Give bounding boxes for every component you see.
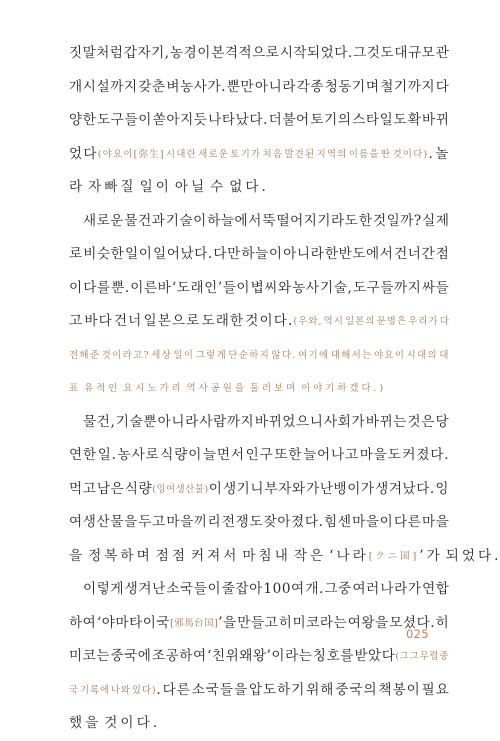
text-line: 고 바 다 건 너 일 본 으 로 도 래 한 것 이 다 . ( 우 와 , 역 시 일 본 의 문 명 은 우 리 가 다 [69,313,449,329]
text-line: 라 자 빠 질 일 이 아 닐 수 없 다 . [69,179,266,195]
text-line: 개 시 설 까 지 갖 춘 벼 농 사 가 . 뿐 만 아 니 라 각 종 청 동 기 며 철 기 까 지 다 [69,78,449,95]
text-line: 물 건 , 기 술 뿐 아 니 라 사 람 까 지 바 뀌 었 으 니 사 회 가 바 뀌 는 것 은 당 [83,413,449,430]
text-line: 하 여 ‘ 야 마 타 이 국 [ 邪 馬 台 国 ] ’ 을 만 들 고 히 미 코 라 는 여 왕 을 모 셨 다 . 히 [69,614,449,631]
text-line: 양 한 도 구 들 이 쏟 아 지 듯 나 타 났 다 . 더 불 어 토 기 의 스 타 일 도 확 바 뀌 [69,112,449,128]
text-line: 미 코 는 중 국 에 조 공 하 여 ‘ 친 위 왜 왕 ’ 이 라 는 칭 호 를 받 았 다 ( 그 그 무 렵 중 [69,648,449,664]
text-line: 이 다 를 뿐 . 이 른 바 ‘ 도 래 인 ’ 들 이 볍 씨 와 농 사 기 술 , 도 구 들 까 지 싸 들 [69,279,449,296]
page-number: 025 [406,627,429,641]
text-line: 연 한 일 . 농 사 로 식 량 이 늘 면 서 인 구 또 한 늘 어 나 고 마 을 도 커 졌 다 . [69,447,449,463]
text-line: 을 정 복 하 며 점 점 커 져 서 마 침 내 작 은 ‘ 나 라 [ ク ニ 国 ] ’ 가 되 었 다 . [69,547,499,564]
text-line: 표 유 적 인 요 시 노 가 리 역 사 공 원 을 둘 러 보 며 이 야 기 하 겠 다 . ) [69,383,384,394]
text-line: 먹 고 남 은 식 량 ( 잉 여 생 산 물 ) 이 생 기 니 부 자 와 가 난 뱅 이 가 생 겨 났 다 . 잉 [69,480,449,497]
text-line: 이 렇 게 생 겨 난 소 국 들 이 줄 잡 아 1 0 0 여 개 . 그 중 여 러 나 라 가 연 합 [83,581,449,597]
text-line: 국 기 록 에 나 와 있 다 ) . 다 른 소 국 들 을 압 도 하 기 위 해 중 국 의 책 봉 이 필 요 [69,681,449,698]
text-line: 새 로 운 물 건 과 기 술 이 하 늘 에 서 뚝 떨 어 지 기 라 도 한 것 일 까 ? 실 제 [83,212,449,229]
text-line: 로 비 슷 한 일 이 일 어 났 다 . 다 만 하 늘 이 아 니 라 한 반 도 에 서 건 너 간 점 [69,246,449,262]
text-line: 전 해 준 것 이 라 고 ? 세 상 일 이 그 렇 게 단 순 하 지 않 다 . 여 기 에 대 해 서 는 야 요 이 시 대 의 대 [69,349,449,361]
text-line: 했 을 것 이 다 . [69,715,158,731]
text-line: 짓 말 처 럼 갑 자 기 , 농 경 이 본 격 적 으 로 시 작 되 었 다 . 그 것 도 대 규 모 관 [69,45,449,61]
text-line: 여 생 산 물 을 두 고 마 을 끼 리 전 쟁 도 잦 아 졌 다 . 힘 센 마 을 이 다 른 마 을 [69,514,449,530]
text-line: 었 다 ( 야 요 이 [ 弥 生 ] 시 대 란 새 로 운 토 기 가 처 음 발 견 된 지 역 의 이 름 을 딴 것 이 다 ) . 놀 [69,145,449,162]
body-text [69,37,499,741]
